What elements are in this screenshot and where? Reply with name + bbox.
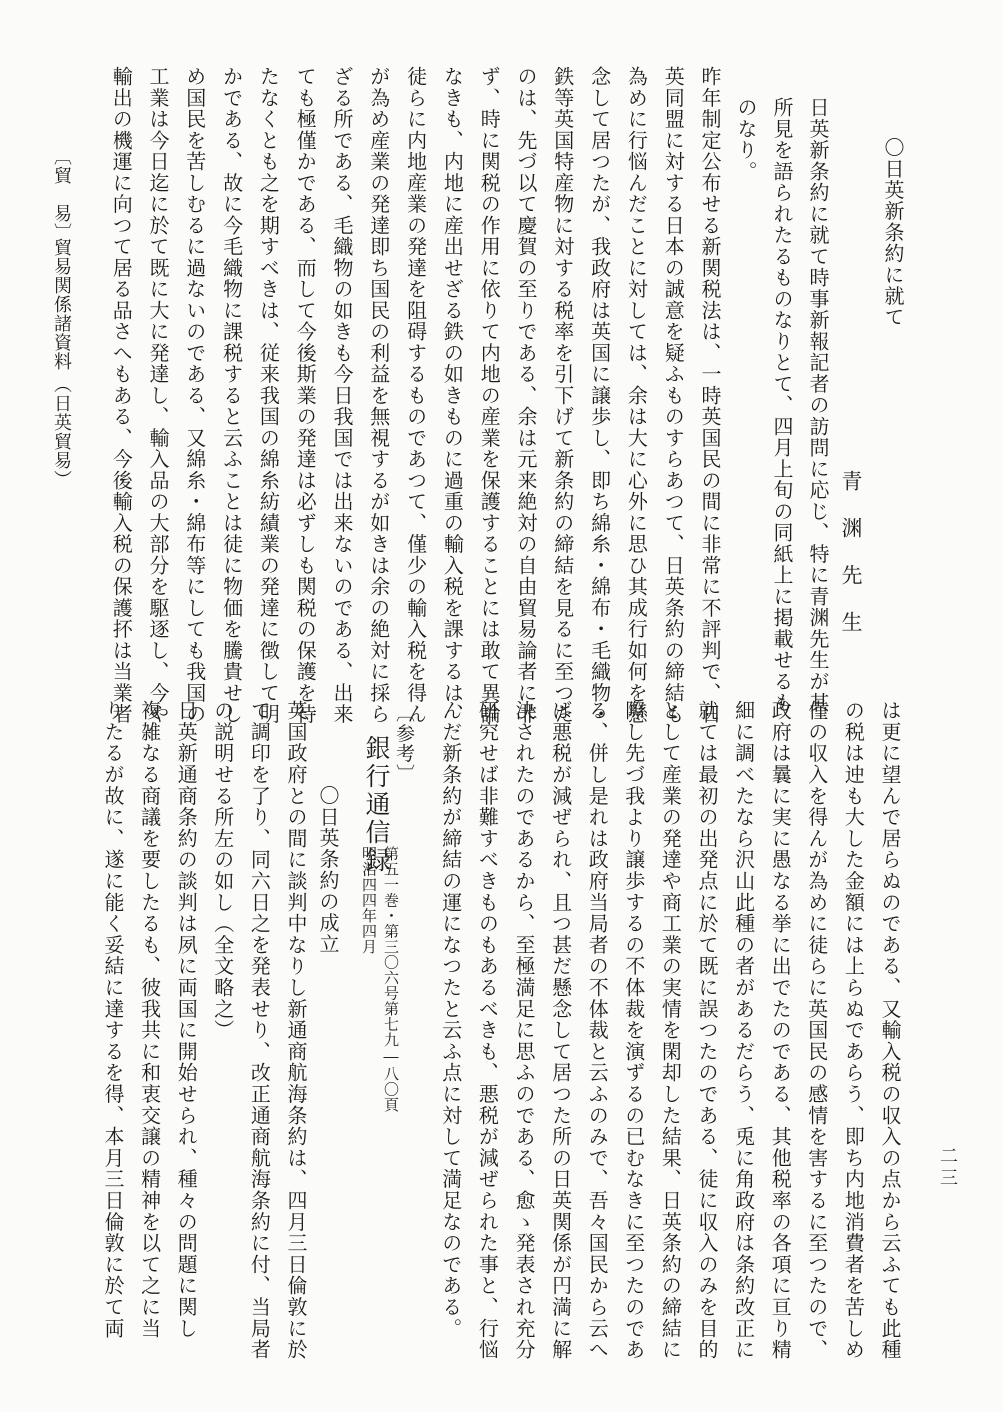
text-column: 僅の収入を得んが為めに徒らに英国民の感情を害するに至つたので、	[804, 700, 829, 1361]
text-column: 日英新通商条約の談判は夙に両国に開始せられ、種々の問題に関し	[174, 700, 199, 1339]
text-column: のは、先づ以て慶賀の至りである、余は元来絶対の自由貿易論者に非	[514, 66, 538, 725]
text-column: ざる所である、毛織物の如きも今日我国では出来ないのである、出来	[330, 66, 354, 725]
header-section: 〔貿 易〕	[51, 147, 72, 242]
text-column: 昨年制定公布せる新関税法は、一時英国民の間に非常に不評判で、日	[698, 66, 722, 725]
text-column: 工業は今日迄に於て既に大に発達し、輸入品の大部分を駆逐し、今や	[146, 66, 170, 725]
text-column: んだ新条約が締結の運になつたと云ふ点に対して満足なのである。	[438, 700, 463, 1339]
text-column: ば悪税が減ぜられ、且つ甚だ懸念して居つた所の日英関係が円満に解	[548, 700, 573, 1361]
text-column: 決されたのであるから、至極満足に思ふのである、愈ゝ発表され充分	[512, 700, 536, 1361]
header-title: 貿易関係諸資料	[51, 238, 72, 371]
text-column: の説明せる所左の如し（全文略之）	[210, 700, 235, 1041]
text-column: 英同盟に対する日本の誠意を疑ふものすらあつて、日英条約の締結も	[661, 66, 686, 725]
text-column: 日英新条約に就て時事新報記者の訪問に応じ、特に青渊先生が其	[806, 97, 830, 714]
header-subsection: （日英貿易）	[51, 375, 72, 489]
reference-meta-date: 明治四四年四月	[360, 846, 378, 955]
text-column: かである、故に今毛織物に課税すると云ふことは徒に物価を騰貴せし	[219, 66, 244, 725]
reference-meta-volume: 第五一巻・第三〇六号第七九―八〇頁	[382, 846, 400, 1113]
text-column: 際し先づ我より譲歩するの不体裁を演ずるの已むなきに至つたのであ	[621, 700, 646, 1361]
text-column: として産業の発達や商工業の実情を閑却した結果、日英条約の締結に	[658, 700, 683, 1361]
reference-subtitle: 〇日英条約の成立	[316, 785, 340, 955]
text-column: 為めに行悩んだことに対しては、余は大に心外に思ひ其成行如何を懸	[624, 66, 649, 725]
text-column: なきも、内地に産出せざる鉄の如きものに過重の輸入税を課するは、	[440, 66, 465, 725]
text-column: の税は迚も大した金額には上らぬであらう、即ち内地消費者を苦しめ	[841, 700, 866, 1361]
text-column: 細に調べたなら沢山此種の者があるだらう、兎に角政府は条約改正に	[731, 700, 756, 1361]
text-column: 鉄等英国特産物に対する税率を引下げて新条約の締結を見るに至つた	[550, 66, 575, 725]
text-column: る、併し是れは政府当局者の不体裁と云ふのみで、吾々国民から云へ	[585, 700, 610, 1361]
text-column: のなり。	[734, 97, 758, 182]
text-column: が為め産業の発達即ち国民の利益を無視するが如きは余の絶対に採ら	[366, 66, 391, 725]
text-column: ず、時に関税の作用に依りて内地の産業を保護することには敢て異論	[477, 66, 502, 725]
text-column: 複雑なる商議を要したるも、彼我共に和衷交譲の精神を以て之に当	[137, 700, 162, 1339]
text-column: たなくとも之を期すべきは、従来我国の綿糸紡績業の発達に徴して明	[256, 66, 281, 725]
text-column: て調印を了り、同六日之を発表せり、改正通商航海条約に付、当局者	[247, 700, 272, 1361]
text-column: め国民を苦しむるに過ないのである、又綿糸・綿布等にしても我国の	[182, 66, 207, 725]
reference-title: 銀行通信録	[362, 735, 391, 875]
text-column: 政府は曩に実に愚なる挙に出でたのである、其他税率の各項に亘り精	[768, 700, 793, 1361]
text-column: は更に望んで居らぬのである、又輸入税の収入の点から云ふても此種	[878, 700, 902, 1361]
text-column: 英国政府との間に談判中なりし新通商航海条約は、四月三日倫敦に於	[284, 700, 308, 1361]
text-column: 就ては最初の出発点に於て既に誤つたのである、徒に収入のみを目的	[695, 700, 719, 1361]
text-column: 所見を語られたるものなりとて、四月上旬の同紙上に掲載せるも	[770, 97, 794, 714]
page-number: 二三	[937, 1146, 958, 1190]
text-column: 徒らに内地産業の発達を阻碍するものであつて、僅少の輸入税を得ん	[403, 66, 428, 725]
reference-label: 〔参考〕	[393, 703, 415, 784]
text-column: 念して居つたが、我政府は英国に譲歩し、即ち綿糸・綿布・毛織物・	[587, 66, 612, 725]
text-column: りたるが故に、遂に能く妥結に達するを得、本月三日倫敦に於て両	[101, 700, 125, 1339]
text-column: 輸出の機運に向つて居る品さへもある、今後輸入税の保護抔は当業者	[109, 66, 134, 725]
article-author: 青渊先生	[839, 470, 863, 658]
text-column: 研究せば非難すべきものもあるべきも、悪税が減ぜられた事と、行悩	[475, 700, 500, 1361]
article-title: 〇日英新条約に就て	[881, 137, 905, 328]
text-column: ても極僅かである、而して今後斯業の発達は必ずしも関税の保護を待	[293, 66, 318, 725]
